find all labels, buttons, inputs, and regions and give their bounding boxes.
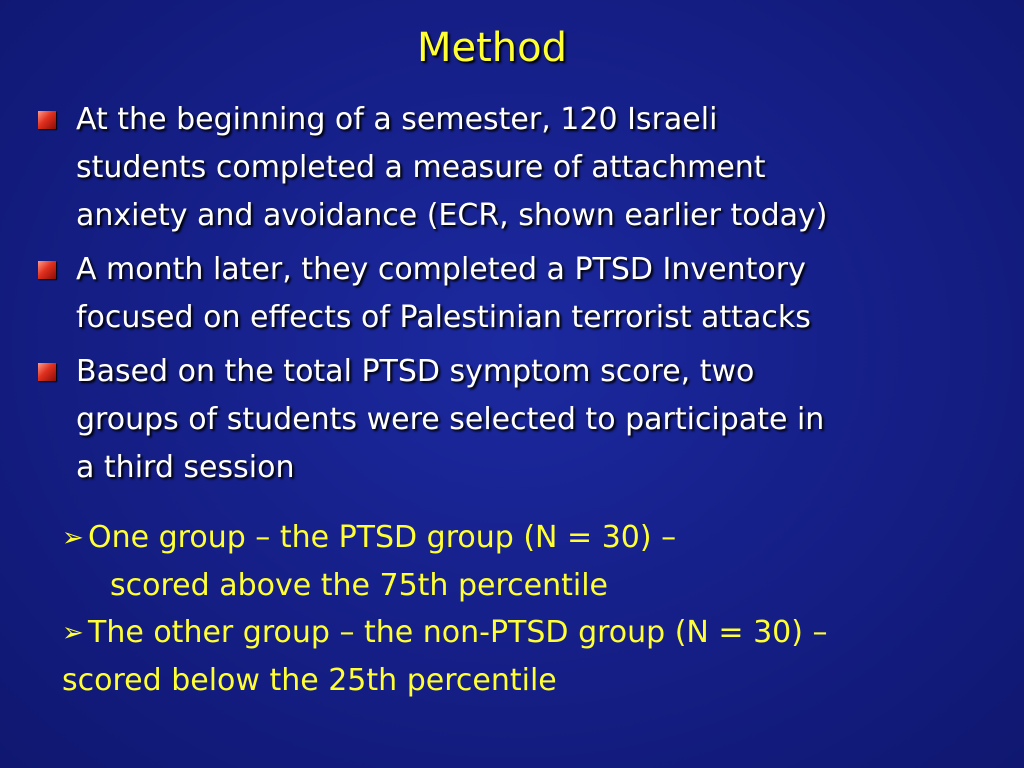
sub-bullet-item — [62, 609, 982, 657]
square-bullet-icon — [38, 111, 56, 129]
square-bullet-icon — [38, 363, 56, 381]
slide-title: Method — [416, 25, 568, 71]
arrow-bullet-icon: ➢ — [62, 523, 84, 553]
sub-bullet-line: The other group – the non-PTSD group (N = 30) – — [88, 615, 828, 650]
bullet-item — [38, 348, 998, 492]
bullet-item — [38, 246, 998, 342]
bullet-item — [38, 96, 998, 240]
bullet-line: groups of students were selected to participate in — [76, 402, 825, 437]
arrow-bullet-icon: ➢ — [62, 618, 84, 648]
bullet-line: focused on effects of Palestinian terrorist attacks — [76, 300, 811, 335]
sub-bullet-line: One group – the PTSD group (N = 30) – — [88, 520, 677, 555]
sub-bullet-list — [62, 514, 982, 704]
bullet-line: A month later, they completed a PTSD Inventory — [76, 252, 806, 287]
bullet-line: At the beginning of a semester, 120 Israeli — [76, 102, 718, 137]
sub-bullet-item — [62, 514, 982, 562]
sub-bullet-continuation: scored above the 75th percentile — [110, 568, 609, 603]
bullet-line: Based on the total PTSD symptom score, two — [76, 354, 755, 389]
square-bullet-icon — [38, 261, 56, 279]
bullet-list — [38, 96, 998, 498]
sub-bullet-continuation: scored below the 25th percentile — [62, 663, 557, 698]
bullet-line: anxiety and avoidance (ECR, shown earlier today) — [76, 198, 828, 233]
bullet-line: students completed a measure of attachment — [76, 150, 766, 185]
bullet-line: a third session — [76, 450, 295, 485]
